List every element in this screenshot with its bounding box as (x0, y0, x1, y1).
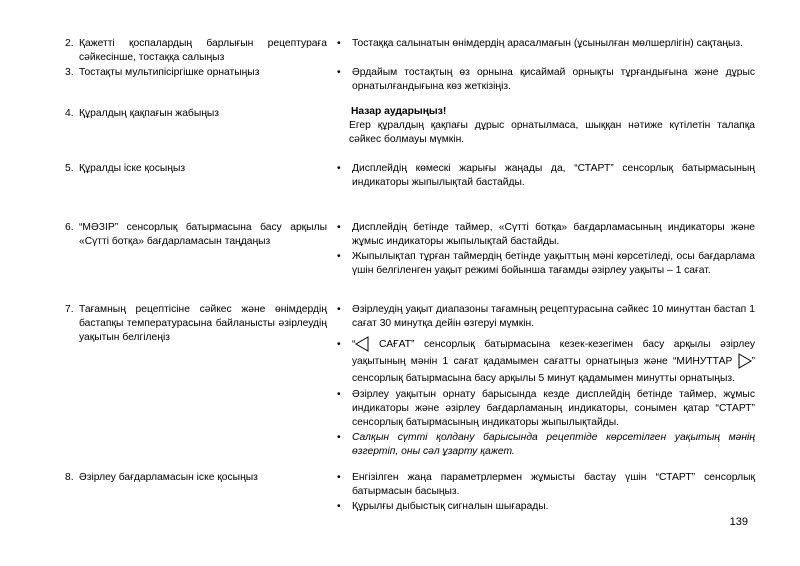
bullet-item (337, 500, 755, 514)
step-number: 7. (65, 304, 74, 315)
step-3 (65, 66, 327, 80)
bullet-text: Әзірлеудің уақыт диапазоны тағамның рецептурасына сәйкес 10 минуттан бастап 1 сағат 30 минутқа дейін өзгеруі мүмкін. (352, 304, 755, 329)
bullet-icon: • (337, 67, 341, 78)
bullet-text: Әзірлеу уақытын орнату барысында кезде дисплейдің бетінде таймер, жұмыс индикаторы және әзірлеу бағдарламаның индикаторы, сонымен қатар “СТАРТ” сенсорлық батырмасының индикаторы жыпылықтайды. (352, 389, 755, 428)
bullet-item (337, 336, 755, 387)
bullet-item (337, 431, 755, 459)
step-text: Әзірлеу бағдарламасын іске қосыңыз (79, 472, 258, 483)
bullet-item (337, 66, 755, 94)
bullet-icon: • (337, 222, 341, 233)
bullet-icon: • (337, 432, 341, 443)
bullet-icon: • (337, 389, 341, 400)
step-number: 2. (65, 38, 74, 49)
bullet-icon: • (337, 339, 341, 350)
step-5 (65, 162, 327, 176)
step-number: 6. (65, 222, 74, 233)
bullet-icon: • (337, 251, 341, 262)
step-text: Құралды іске қосыңыз (79, 163, 186, 174)
step-number: 8. (65, 472, 74, 483)
bullet-icon: • (337, 501, 341, 512)
quote-mark: “ (352, 339, 356, 350)
triangle-right-icon (738, 353, 752, 369)
step-text: “МӘЗІР” сенсорлық батырмасына басу арқылы «Сүтті ботқа» бағдарламасын таңдаңыз (79, 222, 327, 247)
bullet-text: Дисплейдің көмескі жарығы жаңады да, “СТАРТ” сенсорлық батырмасының индикаторы жыпылықтай бастайды. (352, 163, 755, 188)
step-number: 5. (65, 163, 74, 174)
step-text: Қажетті қоспалардың барлығын рецептураға сәйкесінше, тостаққа салыңыз (79, 38, 327, 63)
bullet-item (337, 250, 755, 278)
step-6 (65, 221, 327, 249)
bullet-item (337, 303, 755, 331)
step-2 (65, 37, 327, 65)
attention-title-text: Назар аударыңыз! (351, 106, 447, 117)
triangle-left-icon (355, 336, 369, 352)
attention-text (349, 119, 755, 147)
bullet-text: Әрдайым тостақтың өз орнына қисаймай орнықты тұрғандығына және дұрыс орнатылғандығына көз жеткізіңіз. (352, 67, 755, 92)
bullet-text: Енгізілген жаңа параметрлермен жұмысты бастау үшін “СТАРТ” сенсорлық батырмасын басыңыз. (352, 472, 755, 497)
step-text: Тостақты мультипісіргішке орнатыңыз (79, 67, 260, 78)
attention-title (351, 105, 755, 119)
bullet-text: Құрылғы дыбыстық сигналын шығарады. (352, 501, 549, 512)
bullet-item (337, 37, 755, 51)
bullet-item (337, 471, 755, 499)
bullet-text: Салқын сүтті қолдану барысында рецептіде көрсетілген уақытың мәнің өзгертіп, оны сәл ұзарту қажет. (352, 432, 755, 457)
step-number: 3. (65, 67, 74, 78)
step-number: 4. (65, 108, 74, 119)
step-text: Тағамның рецептісіне сәйкес және өнімдердің бастапқы температурасына байланысты әзірлеудің уақытын белгілеңіз (79, 304, 327, 343)
bullet-icon: • (337, 38, 341, 49)
bullet-text-part: САҒАТ” сенсорлық батырмасына кезек-кезегімен басу арқылы әзірлеу уақытының мәнін 1 сағат қадамымен сағатты орнатыңыз және “МИНУТТАР (352, 339, 755, 367)
bullet-icon: • (337, 304, 341, 315)
step-text: Құралдың қақпағын жабыңыз (79, 108, 220, 119)
step-4 (65, 107, 327, 121)
bullet-item (337, 221, 755, 249)
bullet-text-part: ” сенсорлық батырмасына басу арқылы 5 минут қадамымен минутты орнатыңыз. (352, 356, 755, 384)
bullet-text: Дисплейдің бетінде таймер, «Сүтті ботқа» бағдарламасының индикаторы және жұмыс индикаторы жыпылықтай бастайды. (352, 222, 755, 247)
bullet-text: Жыпылықтап тұрған таймердің бетінде уақыттың мәні көрсетіледі, осы бағдарлама үшін белгіленген уақыт режимі бойынша тағамды әзірлеу уақыты – 1 сағат. (352, 251, 755, 276)
page-number: 139 (729, 516, 748, 528)
attention-body: Егер құралдың қақпағы дұрыс орнатылмаса, шыққан нәтиже күтілетін талапқа сәйкес болмауы мүмкін. (349, 120, 755, 145)
bullet-item (337, 388, 755, 430)
bullet-icon: • (337, 163, 341, 174)
bullet-text: Тостаққа салынатын өнімдердің арасалмағын (ұсынылған мөлшерлігін) сақтаңыз. (352, 38, 743, 49)
step-7 (65, 303, 327, 345)
bullet-icon: • (337, 472, 341, 483)
bullet-item (337, 162, 755, 190)
step-8 (65, 471, 327, 485)
bullet-text (352, 336, 755, 387)
